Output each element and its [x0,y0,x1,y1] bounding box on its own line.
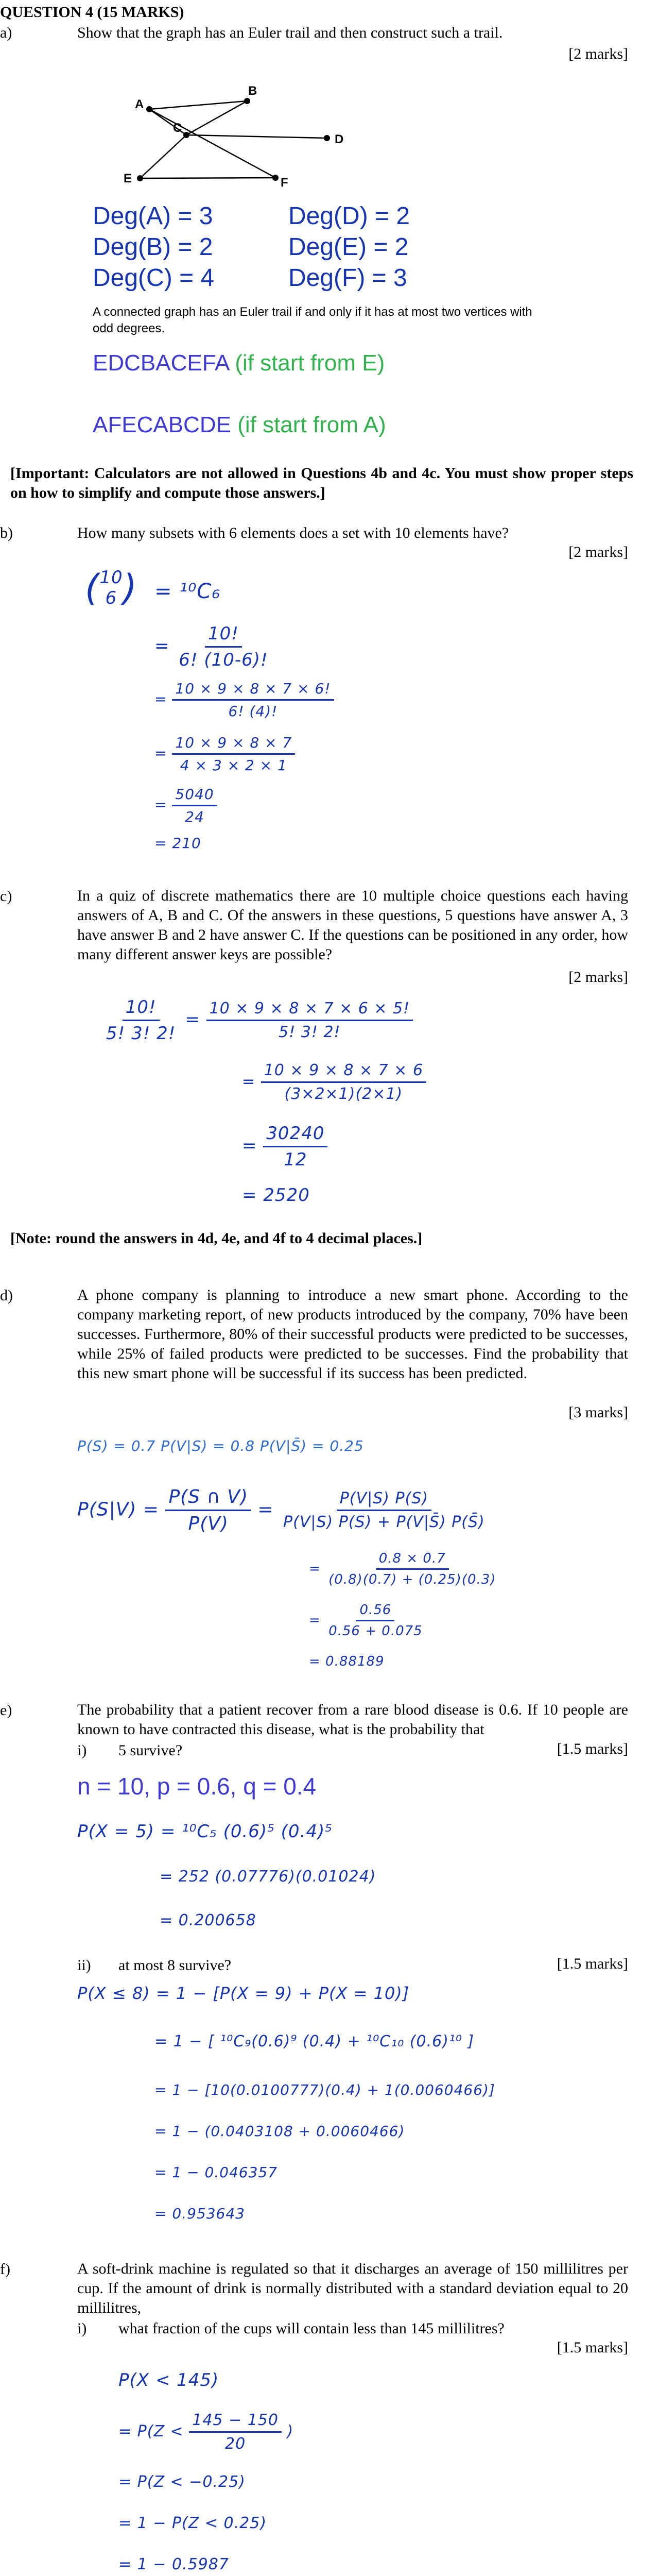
trail-1-note: (if start from E) [235,350,385,376]
edge-b-c [186,101,247,135]
part-e-ii-line4: = 1 − (0.0403108 + 0.0060466) [154,2123,405,2140]
part-e-i-line1: P(X = 5) = ¹⁰C₅ (0.6)⁵ (0.4)⁵ [77,1821,333,1842]
label-b: B [248,84,257,98]
edge-a-b [149,101,247,109]
part-b-marks: [2 marks] [568,544,628,561]
part-f-i-line4: = 1 − P(Z < 0.25) [118,2514,267,2532]
euler-theorem-note: A connected graph has an Euler trail if and only if it has at most two vertices with odd degrees. [93,305,532,335]
part-b-question: How many subsets with 6 elements does a set with 10 elements have? [77,524,509,541]
part-e-ii-line2: = 1 − [ ¹⁰C₉(0.6)⁹ (0.4) + ¹⁰C₁₀ (0.6)¹⁰ ] [154,2032,475,2050]
part-a-label: a) [0,24,12,41]
vertex-c [183,132,189,138]
part-c-label: c) [0,888,12,905]
part-c-marks: [2 marks] [568,969,628,986]
part-d-line3: = $\frac{0.56}{0.56 + 0.075}$ [309,1602,423,1639]
deg-e: Deg(E) = 2 [288,233,409,261]
part-d-line1: P(S|V) = $\frac{P(S \cap V)}{P(V)}$ = $\frac{P(V|S) P(S)}{P(V|S) P(S) + P(V|S̄) P(S̄)}$ [77,1486,485,1534]
label-f: F [281,176,288,190]
part-c-line1: $\frac{10!}{5! 3! 2!}$ = $\frac{10 \times 9 \times 8 \times 7 \times 6 \times 5!}{5! 3! 2!}$ [103,997,413,1044]
part-e-question: The probability that a patient recover from a rare blood disease is 0.6. If 10 people are known to have contracted this disease, what is the probability that [77,1701,628,1738]
label-d: D [335,132,344,146]
part-c-result: = 2520 [242,1185,310,1206]
deg-a: Deg(A) = 3 [93,202,213,230]
part-e-ii-marks: [1.5 marks] [557,1955,628,1972]
part-e-ii-line1: P(X ≤ 8) = 1 − [P(X = 9) + P(X = 10)] [77,1984,410,2003]
edge-c-d [186,135,327,138]
part-f-i-label: i) [77,2320,87,2337]
degrees-right [288,201,410,294]
question-title: QUESTION 4 (15 MARKS) [0,4,184,21]
part-b-step4: = $\frac{10 \times 9 \times 8 \times 7}{4 \times 3 \times 2 \times 1}$ [154,734,295,774]
vertex-f [272,175,279,181]
part-c-line2: = $\frac{10 \times 9 \times 8 \times 7 \times 6}{(3\times 2\times 1)(2\times 1)}$ [242,1061,426,1103]
part-b-result: = 210 [154,835,201,852]
trail-2: AFECABCDE [93,412,231,437]
part-b-label: b) [0,524,13,541]
deg-b: Deg(B) = 2 [93,233,213,261]
edge-c-e [140,135,186,178]
part-e-label: e) [0,1702,12,1719]
deg-d: Deg(D) = 2 [288,202,410,230]
trail-from-e [93,350,385,376]
degrees-left [93,201,214,294]
part-e-params: n = 10, p = 0.6, q = 0.4 [77,1773,317,1800]
part-e-i-question: 5 survive? [118,1742,183,1759]
vertex-d [324,135,330,141]
part-b-step3: = $\frac{10 \times 9 \times 8 \times 7 \times 6!}{6! (4)!}$ [154,680,334,720]
important-note: [Important: Calculators are not allowed in Questions 4b and 4c. You must show proper steps on how to simplify and compute those answers.] [10,465,633,501]
part-e-i-line2: = 252 (0.07776)(0.01024) [160,1868,376,1886]
rounding-note: [Note: round the answers in 4d, 4e, and 4f to 4 decimal places.] [10,1230,423,1247]
part-d-question: A phone company is planning to introduce a new smart phone. According to the company marketing report, of new products introduced by the company, 70% have been successes. Furthermore, 80% of their successful products were predicted to be successes, while 25% of failed products were predicted to be successes. Find the probability that this new smart phone will be successful if its success has been predicted. [77,1286,628,1382]
part-f-i-question: what fraction of the cups will contain less than 145 millilitres? [118,2320,505,2337]
edge-a-f [149,109,275,178]
part-d-result: = 0.88189 [309,1654,385,1669]
part-e-i-marks: [1.5 marks] [557,1740,628,1757]
trail-from-a [93,412,386,438]
trail-2-note: (if start from A) [237,412,386,437]
part-f-i-line5: = 1 − 0.5987 [118,2555,229,2573]
part-b-step2: = $\frac{10!}{6! (10-6)!}$ [154,623,268,670]
part-f-i-line2: = P(Z < $\frac{145 - 150}{20}$ ) [118,2411,294,2453]
part-f-question: A soft-drink machine is regulated so that it discharges an average of 150 millilitres per cup. If the amount of drink is normally distributed with a standard deviation equal to 20 millilitres, [77,2260,628,2316]
part-c-line3: = $\frac{30240}{12}$ [242,1123,327,1170]
part-f-i-line1: P(X < 145) [118,2370,219,2391]
binomial-notation: ( 10 6 ) [85,567,137,609]
deg-c: Deg(C) = 4 [93,264,215,292]
part-f-i-line3: = P(Z < −0.25) [118,2473,246,2491]
part-d-label: d) [0,1287,13,1304]
part-a-marks: [2 marks] [568,45,628,62]
label-e: E [124,172,132,185]
part-d-line2: = $\frac{0.8 \times 0.7}{(0.8)(0.7) + (0.25)(0.3)}$ [309,1551,496,1587]
vertex-a [146,106,152,112]
part-f-i-marks: [1.5 marks] [557,2339,628,2356]
part-e-ii-line6: = 0.953643 [154,2205,245,2222]
part-e-ii-line5: = 1 − 0.046357 [154,2164,278,2181]
label-c: C [173,121,182,135]
part-a-question: Show that the graph has an Euler trail and then construct such a trail. [77,24,503,41]
part-e-ii-line3: = 1 − [10(0.0100777)(0.4) + 1(0.0060466)] [154,2081,495,2098]
part-f-label: f) [0,2261,10,2278]
label-a: A [135,97,144,111]
part-e-i-line3: = 0.200658 [160,1911,256,1929]
vertex-e [137,175,143,181]
part-e-ii-question: at most 8 survive? [118,1957,232,1974]
trail-1: EDCBACEFA [93,350,229,376]
part-b-step5: = $\frac{5040}{24}$ [154,786,217,825]
euler-graph [108,77,396,191]
vertex-b [244,98,250,104]
part-e-ii-label: ii) [77,1957,91,1974]
part-c-question: In a quiz of discrete mathematics there are 10 multiple choice questions each having answers of A, B and C. Of the answers in these questions, 5 questions have answer A, 3 have answer B and 2 have answer C. If the questions can be positioned in any order, how many different answer keys are possible? [77,887,628,963]
part-d-given: P(S) = 0.7 P(V|S) = 0.8 P(V|S̄) = 0.25 [77,1437,364,1454]
deg-f: Deg(F) = 3 [288,264,407,292]
part-d-marks: [3 marks] [568,1404,628,1421]
part-b-step1: = ¹⁰C₆ [154,580,221,603]
part-e-i-label: i) [77,1742,87,1759]
